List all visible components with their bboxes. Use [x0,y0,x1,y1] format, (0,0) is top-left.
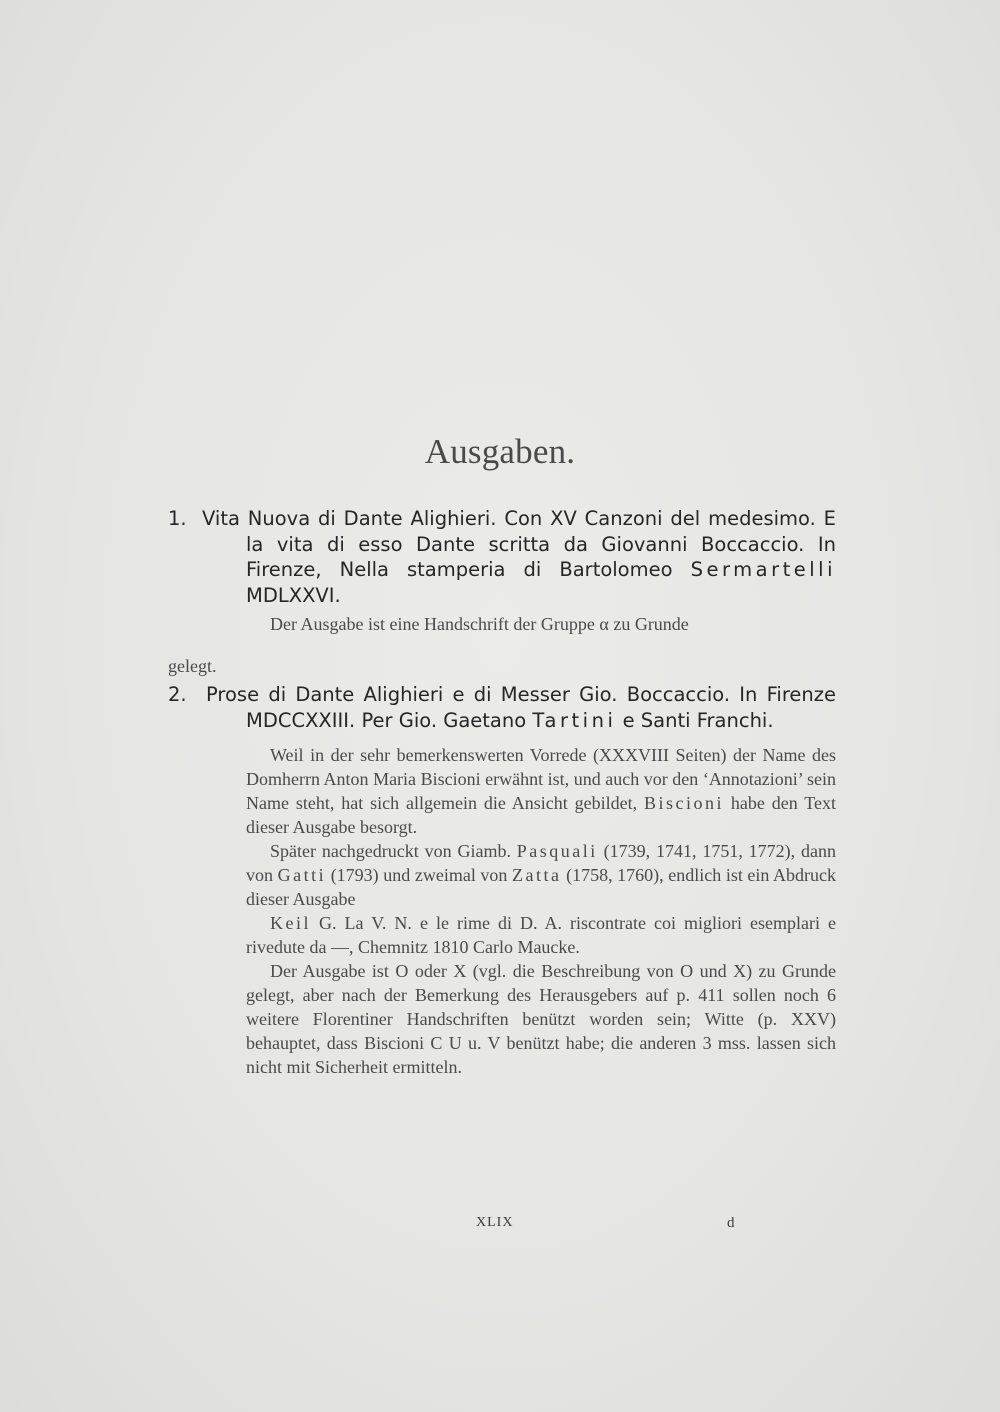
bibliography-entry [168,506,836,696]
paragraph-text: Später nachgedruckt von Giamb. [270,841,511,861]
spaced-name: Pasquali [516,841,598,861]
entry-number: 1. [168,507,187,530]
paragraph-text: habe den Text dieser Ausgabe besorgt. [246,793,837,837]
spaced-name: Gatti [277,865,327,885]
entry-commentary [168,743,836,1079]
commentary-paragraph [246,743,836,839]
title-spaced-name: Tartini [532,708,617,732]
paragraph-text: G. La V. N. e le rime di D. A. riscontrate coi migliori esemplari e rivedute da —, Chemnitz 1810 Carlo Maucke. [246,913,837,957]
entry-number: 2. [168,683,187,706]
spaced-name: Biscioni [643,793,724,813]
paragraph-text: (1758, 1760), endlich ist ein Abdruck dieser Ausgabe [246,865,836,909]
title-spaced-name: Sermartelli [690,558,836,581]
signature-mark: d [727,1215,735,1231]
commentary-paragraph [246,839,836,911]
paragraph-text: Weil in der sehr bemerkenswerten Vorrede (XXXVIII Seiten) der Name des Domherrn Anton Maria Biscioni erwähnt ist, und auch vor den ‘Annotazioni’ sein Name steht, hat sich allgemein die Ansicht gebildet, [246,745,836,813]
commentary-paragraph: Der Ausgabe ist O oder X (vgl. die Beschreibung von O und X) zu Grunde gelegt, aber nach der Bemerkung des Herausgebers auf p. 411 sollen noch 6 weitere Florentiner Handschriften benützt worden sein; Witte (p. XXV) behauptet, dass Biscioni C U u. V benützt habe; die anderen 3 mss. lassen sich nicht mit Sicherheit ermitteln. [246,961,836,1077]
title-text: Prose di Dante Alighieri e di Messer Gio. Boccaccio. In Firenze MDCCXXIII. Per Gio. Gaetano [206,683,836,732]
note-line: Der Ausgabe ist eine Handschrift der Gruppe α zu Grunde [270,614,689,634]
entry-title [168,682,836,733]
title-text: Vita Nuova di Dante Alighieri. Con XV Canzoni del medesimo. E la vita di esso Dante scritta da Giovanni Boccaccio. In Firenze, Nella stamperia di Bartolomeo [202,507,836,581]
page-number: XLIX [476,1215,514,1230]
commentary-paragraph [246,911,836,959]
spaced-name: Zatta [512,865,562,885]
note-continuation: gelegt. [168,656,217,676]
paragraph-text: (1739, 1741, 1751, 1772), dann von [246,841,836,885]
entry-title [168,506,836,608]
entry-note [168,612,836,678]
spaced-name: Keil [270,913,311,933]
bibliography-entry [168,682,836,1079]
title-text-end: e Santi Franchi. [622,708,774,732]
paragraph-text: (1793) und zweimal von [330,865,508,885]
title-text-end: MDLXXVI. [246,583,341,607]
page-heading: Ausgaben. [424,432,576,471]
